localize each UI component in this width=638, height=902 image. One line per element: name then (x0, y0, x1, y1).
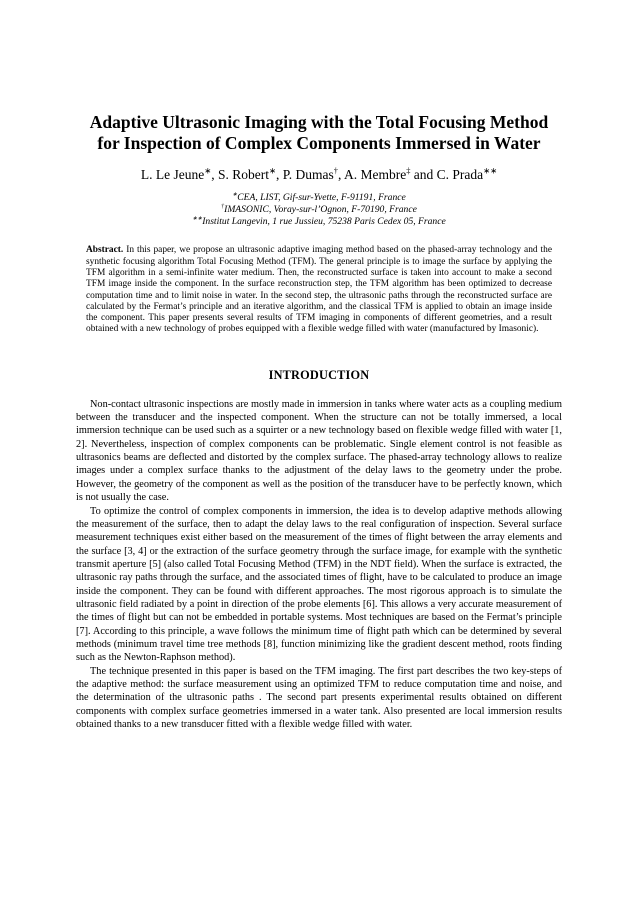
author-affiliation-marker: ∗∗ (483, 166, 498, 176)
affiliation-marker: ∗∗ (192, 215, 203, 222)
abstract-paragraph (86, 245, 552, 335)
author-name: and C. Prada (410, 167, 484, 182)
author-line (76, 167, 562, 183)
affiliation-text: CEA, LIST, Gif-sur-Yvette, F-91191, France (237, 192, 406, 203)
author (276, 167, 338, 182)
abstract-label: Abstract. (86, 245, 124, 256)
intro-paragraph-1: Non-contact ultrasonic inspections are mostly made in immersion in tanks where water acts as a coupling medium between the transducer and the inspected component. When the structure can not be totally immersed, a local immersion technique can be used such as a squirter or a new technology based on flexible wedge filled with water [1, 2]. Nevertheless, inspection of complex components can be problematic. Single element control is not feasible as ultrasonics beams are deflected and distorted by the complex surface. The phased-array technology allows to realize images under a complex surface thanks to the adjustment of the delay laws to the geometry under the probe. However, the geometry of the component as well as the position of the transducer have to be perfectly known, which is not usually the case. (76, 398, 562, 504)
affiliation-line (76, 192, 562, 204)
author-affiliation-marker: ∗ (204, 166, 212, 176)
author (141, 167, 211, 182)
author-affiliation-marker: ‡ (406, 166, 411, 176)
affiliation-line (76, 216, 562, 228)
affiliation-line (76, 204, 562, 216)
author (211, 167, 276, 182)
affiliation-text: Institut Langevin, 1 rue Jussieu, 75238 Paris Cedex 05, France (202, 215, 446, 227)
author-name: , P. Dumas (276, 167, 334, 182)
author-affiliation-marker: ∗ (268, 166, 276, 176)
author-name: , S. Robert (211, 167, 269, 182)
affiliation-marker: † (221, 203, 225, 210)
affiliation-text: IMASONIC, Voray-sur-l’Ognon, F-70190, France (224, 203, 417, 215)
author-name: L. Le Jeune (140, 167, 205, 182)
affiliation-marker: ∗ (232, 191, 238, 198)
affiliation-list (76, 192, 562, 227)
paper-title-line2: for Inspection of Complex Components Immersed in Water (97, 133, 541, 153)
author-name: , A. Membre (337, 167, 407, 182)
paper-title (68, 112, 570, 154)
intro-paragraph-3: The technique presented in this paper is based on the TFM imaging. The first part describes the two key-steps of the adaptive method: the surface measurement using an optimized TFM to reduce computation time and noise, and the determination of the ultrasonic paths . The second part presents experimental results obtained on different components with complex surface geometries immersed in a water tank. Also presented are local immersion results obtained thanks to a new transducer fitted with a flexible wedge filled with water. (76, 665, 562, 731)
abstract-text: In this paper, we propose an ultrasonic adaptive imaging method based on the phased-array technology and the synthetic focusing algorithm Total Focusing Method (TFM). The general principle is to image the surface by applying the TFM algorithm in a semi-infinite water medium. Then, the reconstructed surface is taken into account to make a second TFM image inside the component. In the surface reconstruction step, the TFM algorithm has been optimized to decrease computation time and to limit noise in water. In the second step, the ultrasonic paths through the reconstructed surface are calculated by the Fermat’s principle and an iterative algorithm, and the classical TFM is applied to obtain an image inside the component. This paper presents several results of TFM imaging in components of different geometries, and a result obtained with a new technology of probes equipped with a flexible wedge filled with water (manufactured by Imasonic). (86, 245, 553, 335)
author-affiliation-marker: † (333, 166, 338, 176)
author (410, 167, 497, 182)
section-heading-introduction: INTRODUCTION (268, 367, 370, 382)
intro-paragraph-2: To optimize the control of complex components in immersion, the idea is to develop adaptive methods allowing the measurement of the surface, then to adapt the delay laws to the real configuration of inspection. Several surface measurement techniques exist either based on the measurement of the times of flight between the array elements and the surface [3, 4] or the extraction of the surface geometry through the surface image, for example with the synthetic transmit aperture [5] (also called Total Focusing Method (TFM) in the NDT field). When the surface is extracted, the ultrasonic ray paths through the surface, and the associated times of flight, have to be calculated to produce an image inside the component. They can be found with different approaches. The most rigorous approach is to simulate the ultrasonic field radiated by a point in direction of the probe elements [6]. This allows a very accurate measurement of the times of flight but can not be embedded in portable systems. Most techniques are based on the Fermat’s principle [7]. According to this principle, a wave follows the minimum time of flight path which can be determined by several methods (minimum travel time tree methods [8], function minimizing like the gradient descent method, roots finding such as the Newton-Raphson method). (76, 505, 562, 664)
paper-title-line1: Adaptive Ultrasonic Imaging with the Total Focusing Method (89, 112, 549, 132)
author (338, 167, 410, 182)
